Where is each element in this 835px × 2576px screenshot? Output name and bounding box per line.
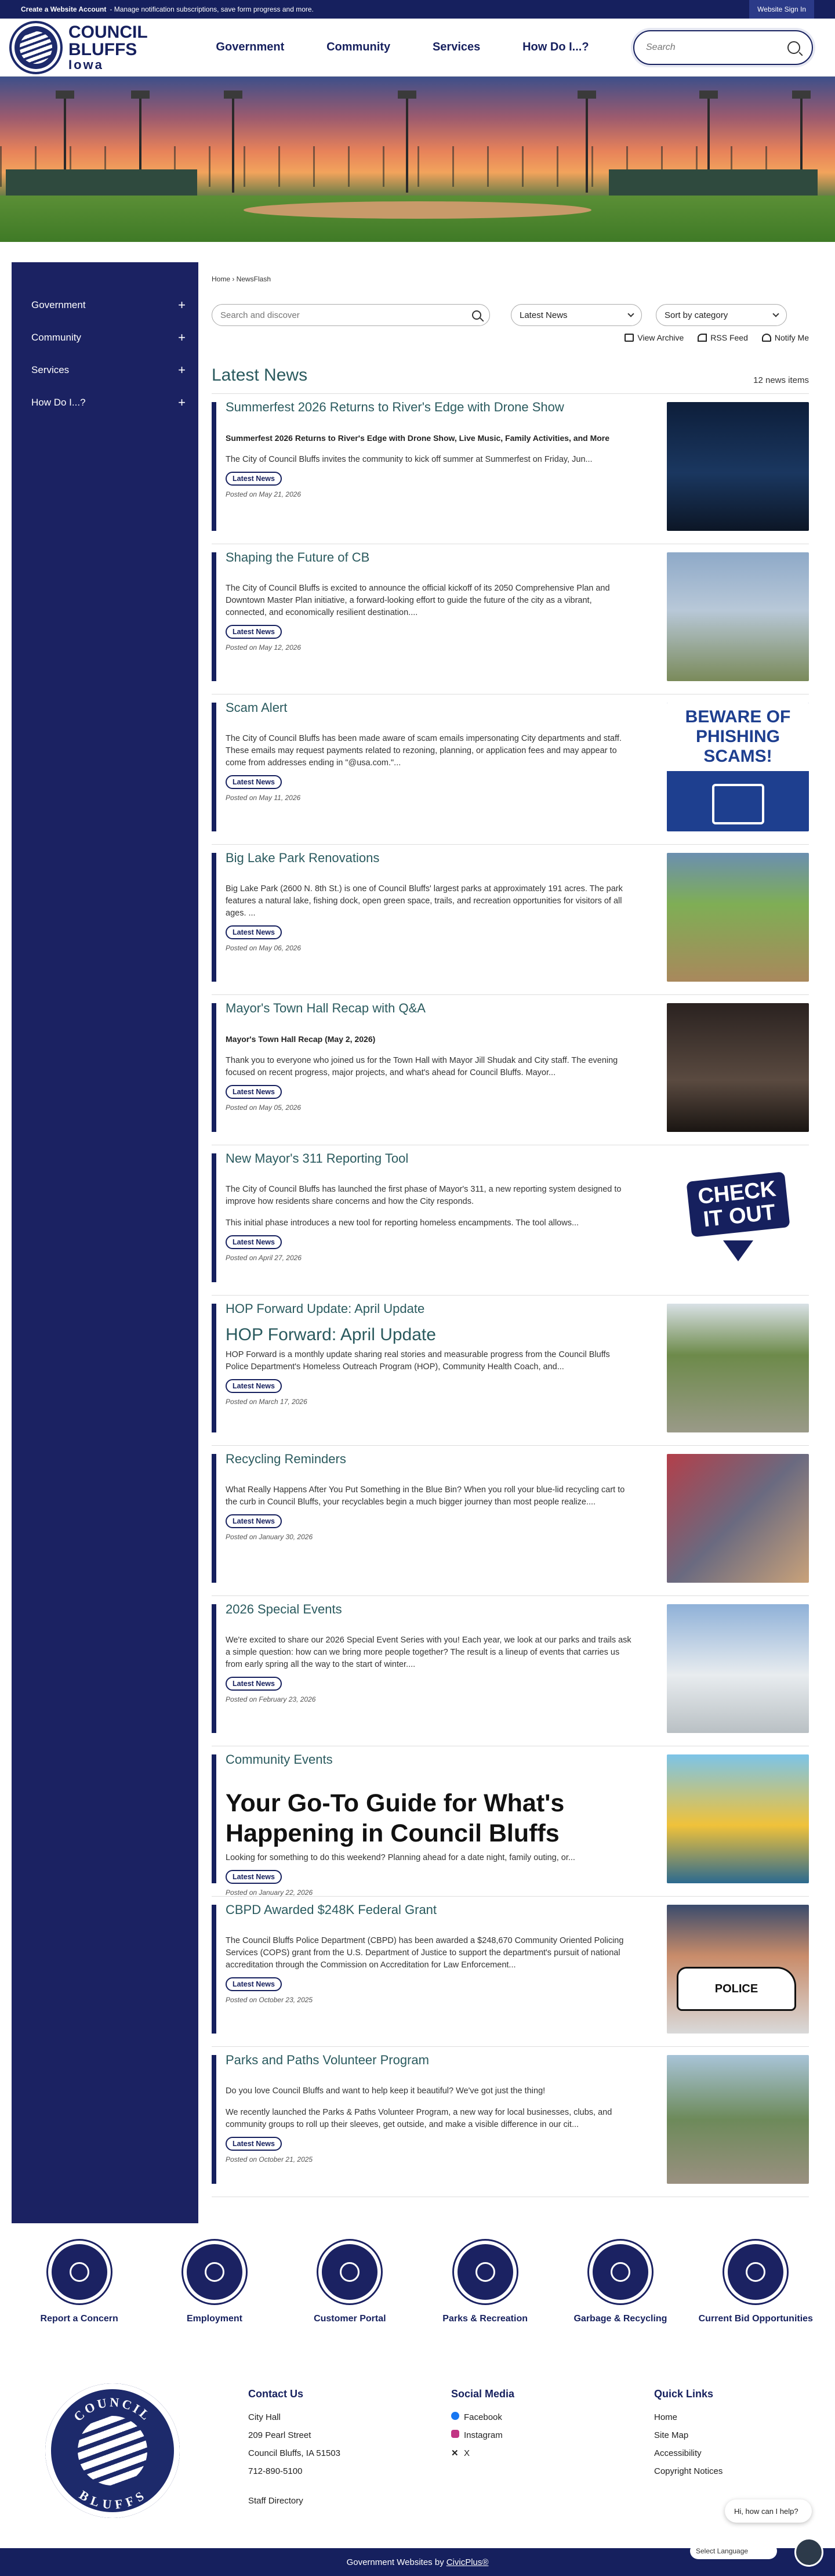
chat-avatar-button[interactable] [794, 2538, 823, 2567]
accent-bar [212, 1304, 216, 1432]
news-date: Posted on May 11, 2026 [226, 794, 301, 802]
home-logo[interactable] [9, 21, 172, 74]
person-icon [205, 2262, 224, 2282]
news-item [212, 1003, 809, 1145]
news-thumbnail-image[interactable] [667, 402, 809, 531]
news-thumbnail-image[interactable] [667, 552, 809, 681]
news-title-link[interactable]: HOP Forward Update: April Update [226, 1301, 425, 1316]
news-title-link[interactable]: Big Lake Park Renovations [226, 851, 380, 865]
news-category-tag[interactable]: Latest News [226, 925, 282, 939]
news-title-link[interactable]: Scam Alert [226, 700, 288, 715]
news-list [212, 402, 809, 2197]
news-search [212, 304, 490, 326]
instagram-icon [451, 2430, 459, 2438]
news-subtitle: Mayor's Town Hall Recap (May 2, 2026) [226, 1034, 376, 1044]
accent-bar [212, 853, 216, 982]
news-category-tag[interactable]: Latest News [226, 1677, 282, 1691]
breadcrumb[interactable]: Home › NewsFlash [212, 275, 271, 283]
bottom-bar: Government Websites by CivicPlus® [0, 2548, 835, 2576]
news-item [212, 1153, 809, 1296]
quick-link-report-a-concern[interactable]: Report a Concern [21, 2241, 137, 2368]
news-summary: Big Lake Park (2600 N. 8th St.) is one of Council Bluffs' largest parks at approximately 191 acres. The park features a natural lake, fishing dock, open green space, trails, and recreation opportunities for visitors of all ages. ... [226, 884, 623, 918]
news-summary: We recently launched the Parks & Paths Volunteer Program, a new way for local businesses, clubs, and community groups to roll up their sleeves, get outside, and make a visible difference in our cit... [226, 2108, 612, 2129]
news-heading: HOP Forward: April Update [226, 1325, 436, 1344]
news-thumbnail-image[interactable]: CHECK IT OUT [667, 1153, 809, 1282]
expand-icon[interactable]: + [178, 298, 186, 312]
rss-icon [698, 334, 707, 342]
page-title: Latest News [212, 366, 308, 385]
news-date: Posted on January 22, 2026 [226, 1888, 313, 1897]
news-category-tag[interactable]: Latest News [226, 1085, 282, 1099]
contact-line: City Hall [248, 2412, 281, 2422]
footer-link-site-map[interactable]: Site Map [654, 2430, 689, 2440]
accent-bar [212, 402, 216, 531]
news-item [212, 1902, 809, 2047]
nav-how-do-i[interactable]: How Do I...? [522, 41, 589, 53]
chat-prompt[interactable]: Hi, how can I help? [725, 2499, 812, 2523]
hero-banner-image [0, 77, 835, 242]
footer-link-copyright[interactable]: Copyright Notices [654, 2466, 723, 2476]
news-summary: We're excited to share our 2026 Special Event Series with you! Each year, we look at our parks and trails ask a simple question: how can we bring more people together? The result is a lineup of events that carries us from early spring all the way to the start of winter.... [226, 1636, 631, 1669]
site-search [633, 30, 813, 65]
news-category-tag[interactable]: Latest News [226, 1379, 282, 1393]
accent-bar [212, 552, 216, 681]
quick-link-customer-portal[interactable]: Customer Portal [292, 2241, 408, 2368]
news-thumbnail-image[interactable] [667, 1003, 809, 1132]
nav-community[interactable]: Community [326, 41, 391, 53]
svg-text:COUNCIL: COUNCIL [71, 2394, 155, 2425]
chevron-down-icon [772, 310, 779, 317]
expand-icon[interactable]: + [178, 363, 186, 377]
nav-government[interactable]: Government [216, 41, 285, 53]
news-date: Posted on February 23, 2026 [226, 1695, 316, 1703]
news-title-link[interactable]: Shaping the Future of CB [226, 550, 370, 565]
facebook-link[interactable]: Facebook [451, 2408, 514, 2426]
news-item [212, 700, 809, 845]
news-summary: Looking for something to do this weekend? Planning ahead for a date night, family outing, or... [226, 1853, 575, 1862]
list-header [212, 366, 809, 394]
news-summary: Thank you to everyone who joined us for the Town Hall with Mayor Jill Shudak and City staff. The evening focused on recent progress, major projects, and what's ahead for Council Bluffs. Mayor... [226, 1056, 618, 1077]
news-thumbnail-image[interactable] [667, 1754, 809, 1883]
news-date: Posted on May 06, 2026 [226, 944, 302, 952]
news-title-link[interactable]: New Mayor's 311 Reporting Tool [226, 1151, 409, 1166]
news-item [212, 402, 809, 544]
news-heading: Your Go-To Guide for What's Happening in Council Bluffs [226, 1789, 565, 1847]
news-item [212, 1754, 809, 1897]
x-link[interactable]: ✕ X [451, 2444, 514, 2462]
create-account-desc: - Manage notification subscriptions, save form progress and more. [110, 5, 314, 13]
news-item [212, 853, 809, 995]
quick-link-garbage-recycling[interactable]: Garbage & Recycling [562, 2241, 678, 2368]
expand-icon[interactable]: + [178, 330, 186, 345]
language-select[interactable]: Select Language [690, 2543, 777, 2559]
news-thumbnail-image[interactable]: POLICE [667, 1905, 809, 2034]
news-category-tag[interactable]: Latest News [226, 2137, 282, 2151]
news-category-tag[interactable]: Latest News [226, 625, 282, 639]
news-summary: Do you love Council Bluffs and want to help keep it beautiful? We've got just the thing! [226, 2086, 546, 2096]
accent-bar [212, 1604, 216, 1733]
news-category-tag[interactable]: Latest News [226, 472, 282, 486]
trash-icon [611, 2262, 630, 2282]
news-summary: What Really Happens After You Put Something in the Blue Bin? When you roll your blue-lid recycling cart to the curb in Council Bluffs, your recyclables begin a much bigger journey than most people realize.... [226, 1485, 625, 1507]
quick-link-current-bid-opportunities[interactable]: Current Bid Opportunities [698, 2241, 814, 2368]
main-content [212, 262, 809, 2197]
chevron-down-icon [627, 310, 634, 317]
accent-bar [212, 1454, 216, 1583]
news-title-link[interactable]: Parks and Paths Volunteer Program [226, 2053, 429, 2067]
nav-services[interactable]: Services [432, 41, 481, 53]
news-thumbnail-image[interactable] [667, 853, 809, 982]
city-seal-icon [9, 21, 63, 74]
sort-select[interactable]: Sort by category [656, 304, 787, 326]
news-title-link[interactable]: 2026 Special Events [226, 1602, 342, 1616]
notify-me-link[interactable]: Notify Me [762, 333, 809, 342]
accent-bar [212, 1153, 216, 1282]
footer-link-home[interactable]: Home [654, 2412, 678, 2422]
news-date: Posted on April 27, 2026 [226, 1254, 302, 1262]
news-summary: The City of Council Bluffs has been made aware of scam emails impersonating City departments and staff. These emails may request payments related to rezoning, planning, or application fees and may appear to come from addresses ending in "@usa.com."... [226, 734, 622, 768]
instagram-link[interactable]: Instagram [451, 2426, 514, 2444]
news-summary: The City of Council Bluffs invites the community to kick off summer at Summerfest on Friday, Jun... [226, 455, 593, 464]
news-category-tag[interactable]: Latest News [226, 775, 282, 789]
search-icon[interactable] [787, 41, 800, 54]
seal-lettering [45, 2383, 180, 2518]
city-seal-icon [45, 2383, 180, 2518]
expand-icon[interactable]: + [178, 395, 186, 410]
news-title-link[interactable]: Summerfest 2026 Returns to River's Edge with Drone Show [226, 400, 564, 414]
facebook-icon [451, 2412, 459, 2420]
news-item [212, 552, 809, 694]
news-date: Posted on May 21, 2026 [226, 490, 302, 498]
news-thumbnail-image[interactable] [667, 1454, 809, 1583]
side-nav-community[interactable]: Community + [31, 330, 186, 345]
news-summary: The City of Council Bluffs is excited to announce the official kickoff of its 2050 Comprehensive Plan and Downtown Master Plan initiative, a forward-looking effort to guide the future of the city as a vibrant, connected, and economically resilient destination.... [226, 584, 610, 617]
news-item [212, 2055, 809, 2197]
footer-contact: Contact Us City Hall 209 Pearl Street Council Bluffs, IA 51503 712-890-5100 Staff Directory [248, 2388, 340, 2510]
site-footer [0, 2367, 835, 2547]
accent-bar [212, 2055, 216, 2184]
accent-bar [212, 1003, 216, 1132]
side-nav [12, 262, 198, 2223]
news-date: Posted on January 30, 2026 [226, 1533, 313, 1541]
footer-link-accessibility[interactable]: Accessibility [654, 2448, 702, 2458]
news-date: Posted on May 05, 2026 [226, 1104, 302, 1112]
quick-link-employment[interactable]: Employment [157, 2241, 273, 2368]
rss-feed-link[interactable]: RSS Feed [698, 333, 748, 342]
footer-social: Social Media Facebook Instagram ✕ X [451, 2388, 514, 2462]
quick-link-parks-recreation[interactable]: Parks & Recreation [427, 2241, 543, 2368]
news-category-tag[interactable]: Latest News [226, 1235, 282, 1249]
news-thumbnail-image[interactable] [667, 2055, 809, 2184]
news-subtitle: Summerfest 2026 Returns to River's Edge with Drone Show, Live Music, Family Activities, and More [226, 433, 610, 443]
news-title-link[interactable]: Recycling Reminders [226, 1452, 346, 1466]
news-thumbnail-image[interactable]: BEWARE OF PHISHING SCAMS! [667, 703, 809, 831]
document-icon [746, 2262, 765, 2282]
news-item [212, 1301, 809, 1446]
accent-bar [212, 1754, 216, 1883]
news-date: Posted on October 23, 2025 [226, 1996, 313, 2004]
top-banner [0, 0, 835, 19]
accent-bar [212, 1905, 216, 2034]
archive-icon [625, 334, 634, 342]
news-thumbnail-image[interactable] [667, 1604, 809, 1733]
news-summary: The City of Council Bluffs has launched the first phase of Mayor's 311, a new reporting system designed to improve how residents share concerns and how the City responds. [226, 1185, 622, 1206]
site-header [0, 19, 835, 77]
accent-bar [212, 703, 216, 831]
news-summary: The Council Bluffs Police Department (CBPD) has been awarded a $248,670 Community Oriented Policing Services (COPS) grant from the U.S. Department of Justice to support the department's pursuit of national accreditation through the Commission on Accreditation for Law Enforcement... [226, 1936, 624, 1970]
ball-icon [475, 2262, 495, 2282]
category-select[interactable]: Latest News [511, 304, 642, 326]
create-account-link[interactable]: Create a Website Account [21, 5, 107, 13]
news-count: 12 news items [753, 375, 809, 385]
news-actions [212, 333, 809, 342]
side-nav-government[interactable]: Government + [31, 298, 186, 312]
sign-in-button[interactable]: Website Sign In [749, 0, 814, 19]
news-title-link[interactable]: Community Events [226, 1752, 333, 1767]
contact-line: 209 Pearl Street [248, 2430, 311, 2440]
news-thumbnail-image[interactable] [667, 1304, 809, 1432]
civicplus-link[interactable]: CivicPlus® [446, 2557, 489, 2567]
news-category-tag[interactable]: Latest News [226, 1977, 282, 1991]
news-title-link[interactable]: Mayor's Town Hall Recap with Q&A [226, 1001, 426, 1015]
chat-icon [70, 2262, 89, 2282]
card-icon [340, 2262, 360, 2282]
search-input[interactable] [646, 42, 787, 53]
x-icon: ✕ [451, 2448, 459, 2458]
svg-text:BLUFFS: BLUFFS [77, 2487, 148, 2512]
news-search-input[interactable] [220, 310, 472, 320]
view-archive-link[interactable]: View Archive [625, 333, 684, 342]
contact-line: Council Bluffs, IA 51503 [248, 2448, 340, 2458]
news-summary: HOP Forward is a monthly update sharing real stories and measurable progress from the Council Bluffs Police Department's Homeless Outreach Program (HOP), Community Health Coach, and... [226, 1350, 610, 1372]
search-icon[interactable] [472, 310, 481, 320]
contact-phone[interactable]: 712-890-5100 [248, 2466, 303, 2476]
news-summary: This initial phase introduces a new tool for reporting homeless encampments. The tool allows... [226, 1218, 579, 1228]
news-date: Posted on March 17, 2026 [226, 1398, 307, 1406]
quick-links-bar [0, 2241, 835, 2368]
news-item [212, 1454, 809, 1596]
bell-icon [762, 334, 771, 342]
news-category-tag[interactable]: Latest News [226, 1870, 282, 1884]
news-title-link[interactable]: CBPD Awarded $248K Federal Grant [226, 1902, 437, 1917]
logo-text: COUNCIL BLUFFS Iowa [68, 22, 148, 72]
side-nav-services[interactable]: Services + [31, 363, 186, 377]
news-item [212, 1604, 809, 1746]
news-date: Posted on October 21, 2025 [226, 2155, 313, 2163]
news-filters [212, 304, 809, 326]
main-nav [172, 41, 633, 54]
footer-quick-links: Quick Links Home Site Map Accessibility Copyright Notices [654, 2388, 723, 2480]
side-nav-how-do-i[interactable]: How Do I...? + [31, 395, 186, 410]
staff-directory-link[interactable]: Staff Directory [248, 2496, 303, 2506]
news-category-tag[interactable]: Latest News [226, 1514, 282, 1528]
news-date: Posted on May 12, 2026 [226, 643, 302, 652]
